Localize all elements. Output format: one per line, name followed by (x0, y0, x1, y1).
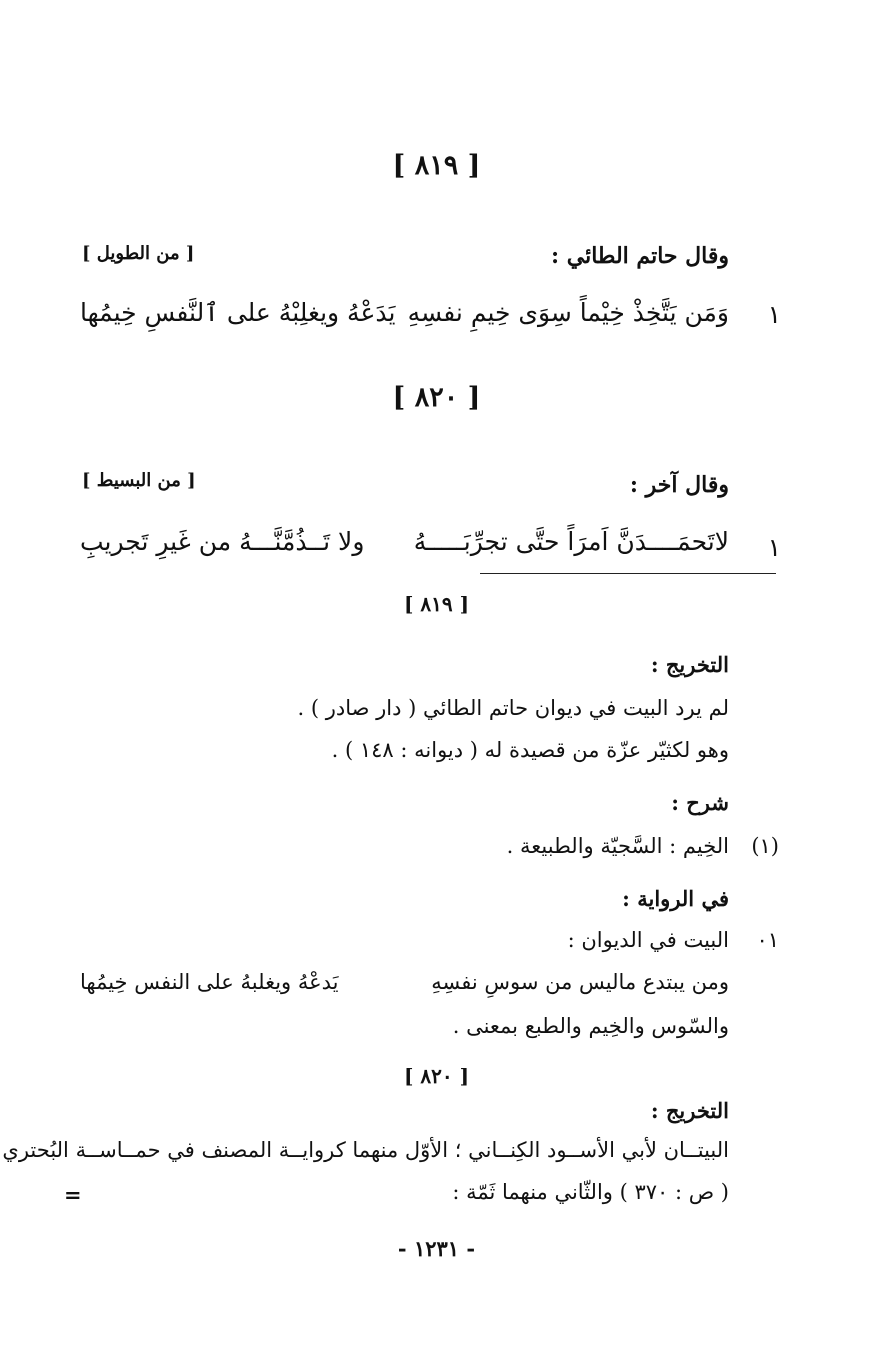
note-820-line-1: البيتــان لأبي الأســود الكِنــاني ؛ الأوّل منهما كروايــة المصنف في حمــاســة البُحتري (2, 1138, 729, 1162)
footnote-divider (480, 573, 776, 574)
note-819-takhrij-line-1: لم يرد البيت في ديوان حاتم الطائي ( دار صادر ) . (297, 696, 729, 720)
note-819-sharh-title: شرح : (671, 790, 729, 815)
note-number-820: [ ٨٢٠ ] (403, 1064, 470, 1088)
poem-819-speaker: وقال حاتم الطائي : (550, 243, 729, 269)
poem-819-hemistich-2: يَدَعْهُ ويغلِبْهُ على ٱلنَّفسِ خِيمُها (80, 298, 396, 327)
note-819-riwaya-hemistich-2: يَدعْهُ ويغلبهُ على النفس خِيمُها (80, 970, 339, 994)
poem-820-hemistich-2: ولا تَــذُمَّنَّـــهُ من غَيرِ تَجريبِ (80, 527, 365, 556)
note-819-riwaya-hemistich-1: ومن يبتدع ماليس من سوسِ نفسِهِ (431, 970, 729, 994)
poem-820-line-number: ١ (767, 533, 781, 562)
note-820-line-2: ( ص : ٣٧٠ ) والثّاني منهما ثَمّة : (452, 1180, 729, 1204)
note-819-sharh-text: الخِيم : السَّجيّة والطبيعة . (506, 834, 729, 858)
poem-820-speaker: وقال آخر : (629, 472, 729, 498)
note-819-riwaya-intro: البيت في الديوان : (567, 928, 729, 952)
poem-819-hemistich-1: وَمَن يَتَّخِذْ خِيْماً سِوَى خِيمِ نفسِهِ (407, 298, 729, 327)
note-number-819: [ ٨١٩ ] (403, 592, 470, 616)
poem-number-820: [ ٨٢٠ ] (392, 382, 481, 413)
note-819-takhrij-line-2: وهو لكثيّر عزّة من قصيدة له ( ديوانه : ١٤٨ ) . (331, 738, 729, 762)
page-number: - ١٢٣١ - (397, 1236, 476, 1261)
poem-820-meter: [ من البسيط ] (82, 470, 196, 491)
note-819-takhrij-title: التخريج : (650, 652, 729, 677)
note-819-sharh-number: (١) (751, 834, 779, 858)
poem-number-819: [ ٨١٩ ] (392, 150, 481, 181)
note-819-riwaya-note: والسّوس والخِيم والطبع بمعنى . (452, 1014, 729, 1038)
note-820-takhrij-title: التخريج : (650, 1098, 729, 1123)
continuation-mark: = (64, 1182, 82, 1207)
poem-819-line-number: ١ (767, 300, 781, 329)
note-819-riwaya-title: في الرواية : (622, 886, 729, 911)
note-819-riwaya-number: ٠١ (756, 928, 779, 952)
poem-819-meter: [ من الطويل ] (82, 243, 195, 264)
poem-820-hemistich-1: لاتَحمَــــدَنَّ اَمرَاً حتَّى تجرِّبَـــــهُ (413, 527, 729, 556)
